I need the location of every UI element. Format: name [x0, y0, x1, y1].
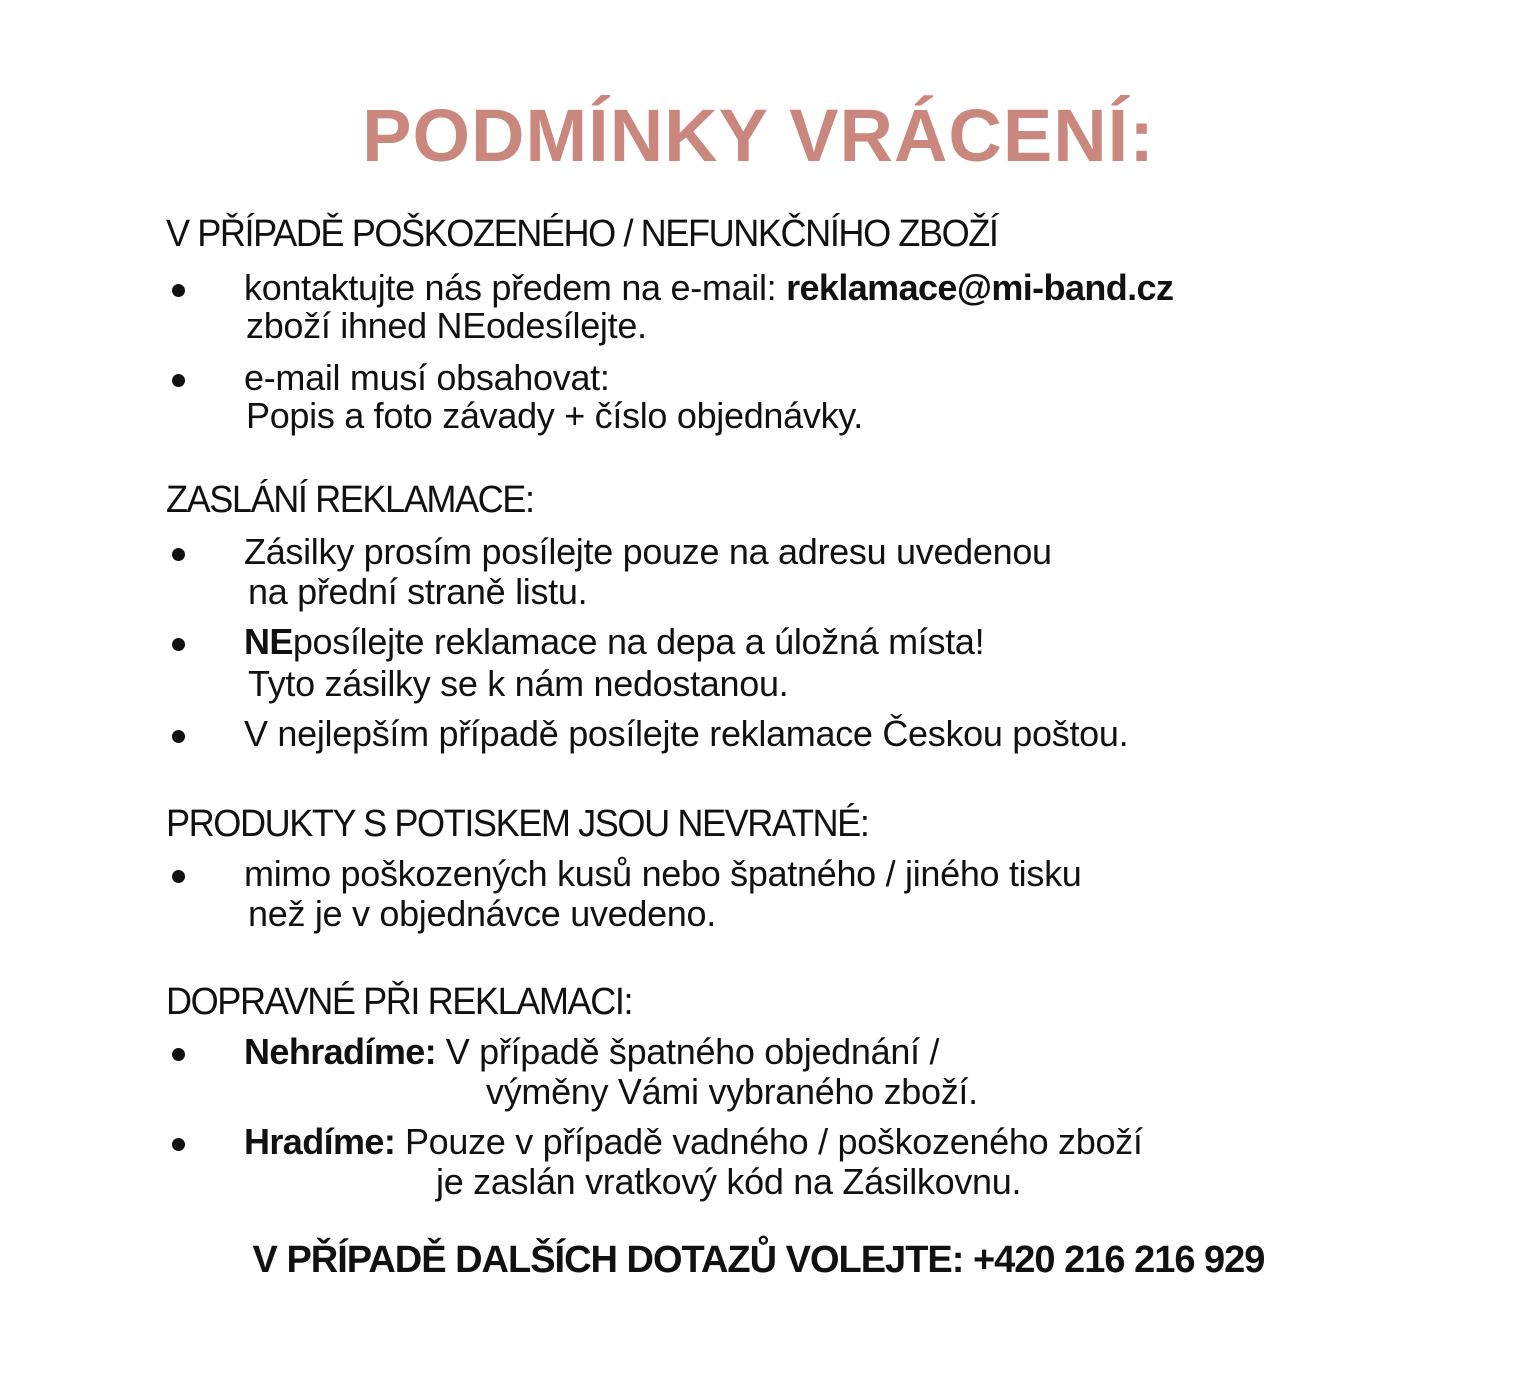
bullet-icon: [172, 1048, 185, 1061]
list-item-line1: e-mail musí obsahovat:: [244, 357, 610, 398]
list-item-line1: posílejte reklamace na depa a úložná místa!: [292, 621, 985, 662]
not-covered-label: Nehradíme:: [244, 1031, 437, 1072]
list-item-line1: Zásilky prosím posílejte pouze na adresu uvedenou: [244, 531, 1052, 572]
bullet-icon: [172, 1138, 185, 1151]
list-item-line2: na přední straně listu.: [248, 571, 588, 612]
list-item: [166, 1122, 1366, 1202]
list-item-line2: Tyto zásilky se k nám nedostanou.: [248, 663, 789, 704]
list-item: [166, 358, 1366, 438]
list-item-line2: výměny Vámi vybraného zboží.: [486, 1071, 978, 1112]
contact-phone-footer: V PŘÍPADĚ DALŠÍCH DOTAZŮ VOLEJTE: +420 216 216 929: [252, 1239, 1265, 1281]
emphasis-text: NE: [244, 621, 293, 662]
section-heading-damaged-goods: V PŘÍPADĚ POŠKOZENÉHO / NEFUNKČNÍHO ZBOŽÍ: [166, 213, 998, 255]
list-item-line1: V nejlepším případě posílejte reklamace Českou poštou.: [244, 713, 1129, 754]
bullet-icon: [172, 284, 185, 297]
list-item: [166, 268, 1366, 348]
list-item-line2: zboží ihned NEodesílejte.: [246, 305, 647, 346]
list-item: [166, 714, 1416, 756]
bullet-icon: [172, 374, 185, 387]
list-item: [166, 1032, 1366, 1112]
list-item-line1: Pouze v případě vadného / poškozeného zboží: [395, 1121, 1143, 1162]
page-title: PODMÍNKY VRÁCENÍ:: [362, 94, 1155, 177]
bullet-icon: [172, 638, 185, 651]
list-item: [166, 854, 1366, 934]
list-item: [166, 622, 1366, 702]
bullet-icon: [172, 548, 185, 561]
section-heading-printed-products: PRODUKTY S POTISKEM JSOU NEVRATNÉ:: [166, 803, 869, 845]
covered-label: Hradíme:: [244, 1121, 396, 1162]
list-item: [166, 532, 1366, 612]
section-heading-sending-claim: ZASLÁNÍ REKLAMACE:: [166, 479, 534, 521]
list-item-line1: V případě špatného objednání /: [436, 1031, 940, 1072]
section-heading-shipping-cost: DOPRAVNÉ PŘI REKLAMACI:: [166, 981, 633, 1023]
contact-text: kontaktujte nás předem na e-mail:: [244, 267, 787, 308]
bullet-icon: [172, 870, 185, 883]
list-item-line1: mimo poškozených kusů nebo špatného / jiného tisku: [244, 853, 1082, 894]
list-item-line2: Popis a foto závady + číslo objednávky.: [246, 395, 863, 436]
bullet-icon: [172, 730, 185, 743]
list-item-line2: než je v objednávce uvedeno.: [248, 893, 716, 934]
list-item-line2: je zaslán vratkový kód na Zásilkovnu.: [436, 1161, 1022, 1202]
email-link[interactable]: reklamace@mi-band.cz: [786, 267, 1174, 308]
